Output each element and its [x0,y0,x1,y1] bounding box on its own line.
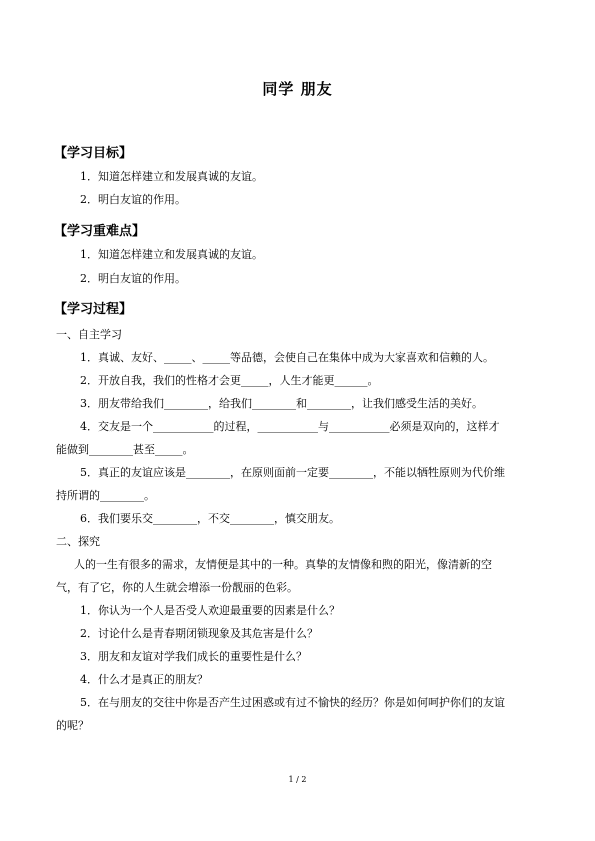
exercise-line: 持所谓的________。 [56,489,155,502]
exercise-line: 1．真诚、友好、_____、_____等品德，会使自己在集体中成为大家喜欢和信赖的人。 [80,351,494,364]
page-title: 同学 朋友 [262,80,333,98]
question-item: 4．什么才是真正的朋友？ [80,673,208,686]
key-point-item: 1．知道怎样建立和发展真诚的友谊。 [80,248,263,261]
question-item: 2．讨论什么是青春期闭锁现象及其危害是什么？ [80,627,318,640]
exercise-line: 6．我们要乐交________，不交________，慎交朋友。 [80,512,340,525]
section-heading-process: 【学习过程】 [54,302,133,317]
explore-paragraph: 气，有了它，你的人生就会增添一份靓丽的色彩。 [56,581,298,594]
question-item: 3．朋友和友谊对学我们成长的重要性是什么？ [80,650,307,663]
part-title-self-study: 一、自主学习 [56,328,122,341]
explore-paragraph: 人的一生有很多的需求，友情便是其中的一种。真挚的友情像和煦的阳光，像清新的空 [74,558,492,571]
page-number: 1 / 2 [288,775,307,784]
exercise-line: 5．真正的友谊应该是________，在原则面前一定要________，不能以牺牲原则为代价维 [80,466,505,479]
exercise-line: 3．朋友带给我们________，给我们________和________，让我们感受生活的美好。 [80,397,483,410]
section-heading-goals: 【学习目标】 [54,146,133,161]
exercise-line: 4．交友是一个___________的过程，___________与___________必须是双向的，这样才 [80,420,500,433]
key-point-item: 2．明白友谊的作用。 [80,272,186,285]
question-item: 5．在与朋友的交往中你是否产生过困惑或有过不愉快的经历？你是如何呵护你们的友谊 [80,696,505,709]
goal-item: 2．明白友谊的作用。 [80,193,186,206]
exercise-line: 能做到________甚至_____。 [56,443,194,456]
exercise-line: 2．开放自我，我们的性格才会更_____，人生才能更______。 [80,374,379,387]
question-item: 的呢？ [56,719,89,732]
goal-item: 1．知道怎样建立和发展真诚的友谊。 [80,170,263,183]
part-title-explore: 二、探究 [56,535,100,548]
section-heading-key-points: 【学习重难点】 [54,224,146,239]
question-item: 1．你认为一个人是否受人欢迎最重要的因素是什么？ [80,604,340,617]
